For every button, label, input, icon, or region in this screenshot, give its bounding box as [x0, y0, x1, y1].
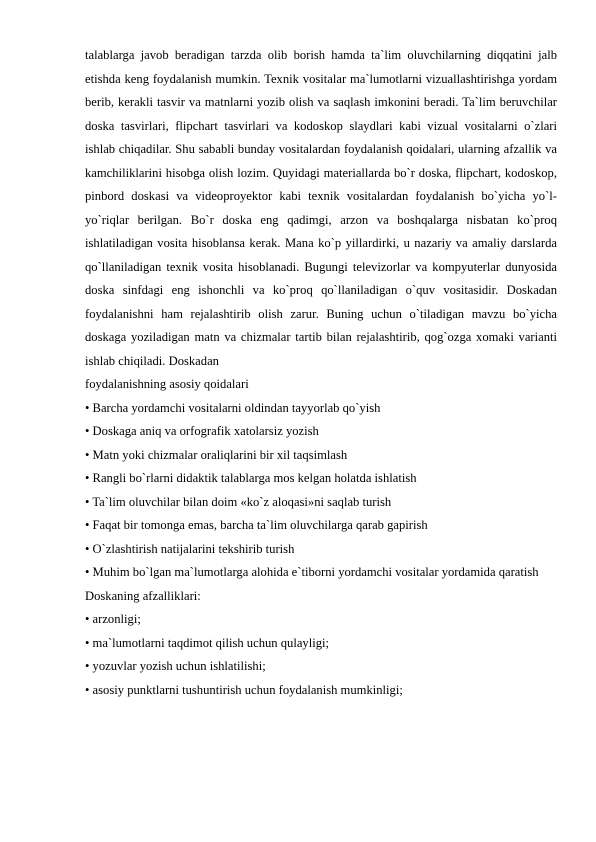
advantage-item: • arzonligi; — [85, 612, 141, 626]
rule-item: • O`zlashtirish natijalarini tekshirib turish — [85, 541, 295, 556]
rules-list — [85, 397, 557, 585]
rule-item: • Barcha yordamchi vositalarni oldindan tayyorlab qo`yish — [85, 400, 381, 415]
advantage-item: • yozuvlar yozish uchun ishlatilishi; — [85, 659, 266, 673]
advantages-list — [85, 608, 557, 702]
intro-paragraph: talablarga javob beradigan tarzda olib borish hamda ta`lim oluvchilarning diqqatini jalb etishda keng foydalanish mumkin. Texnik vositalar ma`lumotlarni vizuallashtirishga yordam berib, kerakli tasvir va matnlarni yozib olish va saqlash imkonini beradi. Ta`lim beruvchilar doska tasvirlari, flipchart tasvirlari va kodoskop slaydlari kabi vizual vositalarni o`zlari ishlab chiqadilar. Shu sababli bunday vositalardan foydalanish qoidalari, ularning afzallik va kamchiliklarini hisobga olish lozim. Quyidagi materiallarda bo`r doska, flipchart, kodoskop, pinbord doskasi va videoproyektor kabi texnik vositalardan foydalanish bo`yicha yo`l-yo`riqlar berilgan. Bo`r doska eng qadimgi, arzon va boshqalarga nisbatan ko`proq ishlatiladigan vosita hisoblansa kerak. Mana ko`p yillardirki, u nazariy va amaliy darslarda qo`llaniladigan texnik vosita hisoblanadi. Bugungi televizorlar va kompyuterlar dunyosida doska sinfdagi eng ishonchli va ko`proq qo`llaniladigan o`quv vositasidir. Doskadan foydalanishni ham rejalashtirib olish zarur. Buning uchun o`tiladigan mavzu bo`yicha doskaga yoziladigan matn va chizmalar tartib bilan rejalashtirib, qog`ozga xomaki varianti ishlab chiqiladi. Doskadan — [85, 48, 557, 368]
rule-item: • Muhim bo`lgan ma`lumotlarga alohida e`tiborni yordamchi vositalar yordamida qaratish — [85, 565, 539, 579]
rules-heading: foydalanishning asosiy qoidalari — [85, 377, 249, 391]
advantage-item: • ma`lumotlarni taqdimot qilish uchun qulayligi; — [85, 635, 330, 650]
rule-item: • Rangli bo`rlarni didaktik talablarga mos kelgan holatda ishlatish — [85, 471, 417, 485]
rule-item: • Faqat bir tomonga emas, barcha ta`lim oluvchilarga qarab gapirish — [85, 518, 428, 532]
rule-item: • Matn yoki chizmalar oraliqlarini bir xil taqsimlash — [85, 447, 348, 462]
rule-item: • Doskaga aniq va orfografik xatolarsiz yozish — [85, 424, 319, 438]
advantages-heading: Doskaning afzalliklari: — [85, 588, 201, 603]
advantage-item: • asosiy punktlarni tushuntirish uchun foydalanish mumkinligi; — [85, 682, 403, 697]
rule-item: • Ta`lim oluvchilar bilan doim «ko`z aloqasi»ni saqlab turish — [85, 494, 392, 509]
document-page — [85, 44, 557, 702]
